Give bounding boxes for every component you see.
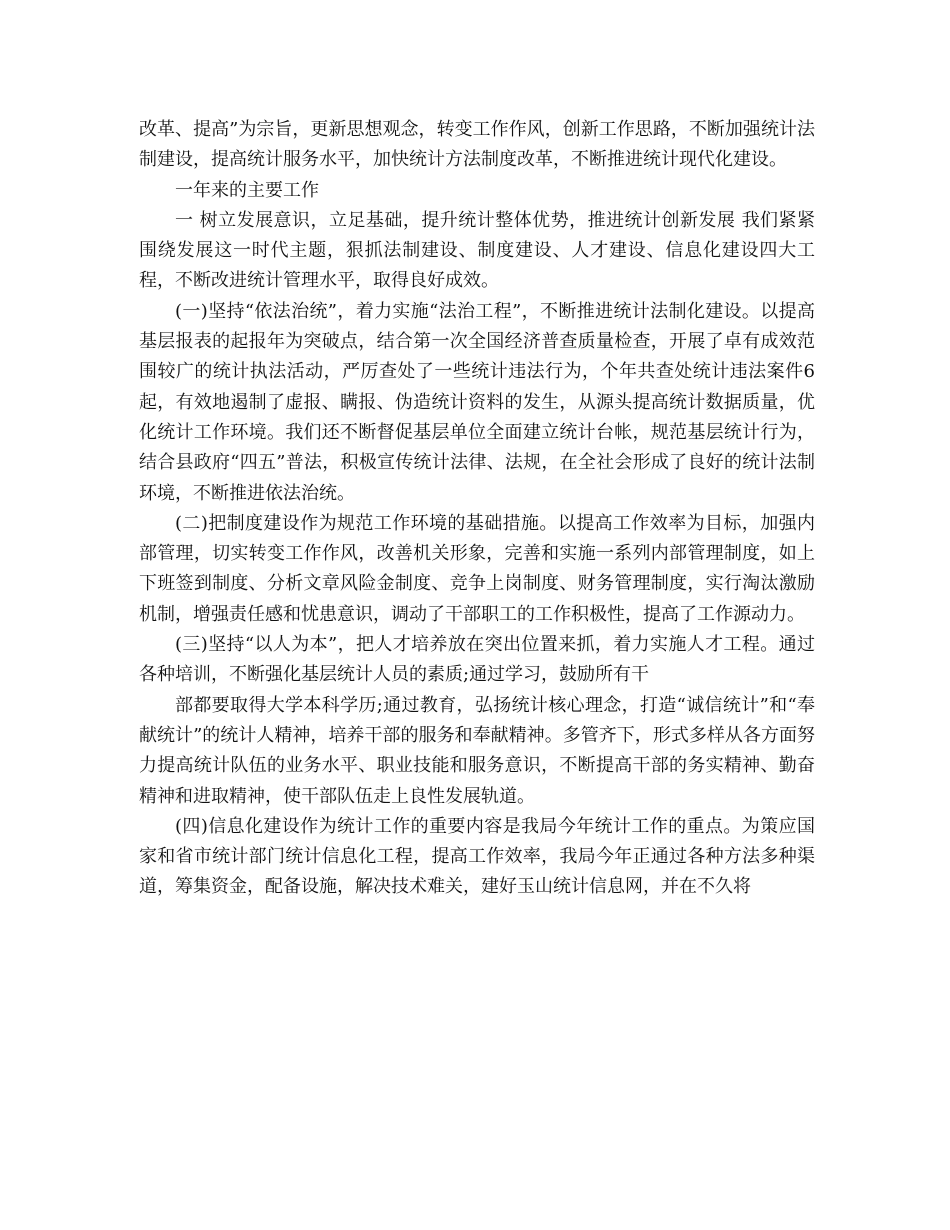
paragraph-section-one: 一 树立发展意识，立足基础，提升统计整体优势，推进统计创新发展 我们紧紧围绕发展这一时代主题，狠抓法制建设、制度建设、人才建设、信息化建设四大工程，不断改进统计管理水平，取得良好成效。 — [139, 209, 815, 292]
paragraph-item-one: (一)坚持“依法治统”，着力实施“法治工程”，不断推进统计法制化建设。以提高基层报表的起报年为突破点，结合第一次全国经济普查质量检查，开展了卓有成效范围较广的统计执法活动，严厉查处了一些统计违法行为，个年共查处统计违法案件6起，有效地遏制了虚报、瞒报、伪造统计资料的发生，从源头提高统计数据质量，优化统计工作环境。我们还不断督促基层单位全面建立统计台帐，规范基层统计行为，结合县政府“四五”普法，积极宣传统计法律、法规，在全社会形成了良好的统计法制环境，不断推进依法治统。 — [139, 300, 815, 504]
paragraph-item-two: (二)把制度建设作为规范工作环境的基础措施。以提高工作效率为目标，加强内部管理，切实转变工作作风，改善机关形象，完善和实施一系列内部管理制度，如上下班签到制度、分析文章风险金制度、竞争上岗制度、财务管理制度，实行淘汰激励机制，增强责任感和忧患意识，调动了干部职工的工作积极性，提高了工作源动力。 — [139, 512, 815, 625]
paragraph-intro-continuation: 改革、提高”为宗旨，更新思想观念，转变工作作风，创新工作思路，不断加强统计法制建设，提高统计服务水平，加快统计方法制度改革，不断推进统计现代化建设。 — [139, 119, 815, 171]
section-heading-main-work: 一年来的主要工作 — [175, 179, 319, 201]
paragraph-item-four: (四)信息化建设作为统计工作的重要内容是我局今年统计工作的重点。为策应国家和省市统计部门统计信息化工程，提高工作效率，我局今年正通过各种方法多种渠道，筹集资金，配备设施，解决技术难关，建好玉山统计信息网，并在不久将 — [139, 815, 815, 898]
document-body — [139, 115, 815, 903]
paragraph-item-three: (三)坚持“以人为本”，把人才培养放在突出位置来抓，着力实施人才工程。通过各种培训，不断强化基层统计人员的素质;通过学习，鼓励所有干 — [139, 634, 815, 686]
paragraph-item-three-continued: 部都要取得大学本科学历;通过教育，弘扬统计核心理念，打造“诚信统计”和“奉献统计”的统计人精神，培养干部的服务和奉献精神。多管齐下，形式多样从各方面努力提高统计队伍的业务水平、职业技能和服务意识，不断提高干部的务实精神、勤奋精神和进取精神，使干部队伍走上良性发展轨道。 — [139, 694, 815, 807]
